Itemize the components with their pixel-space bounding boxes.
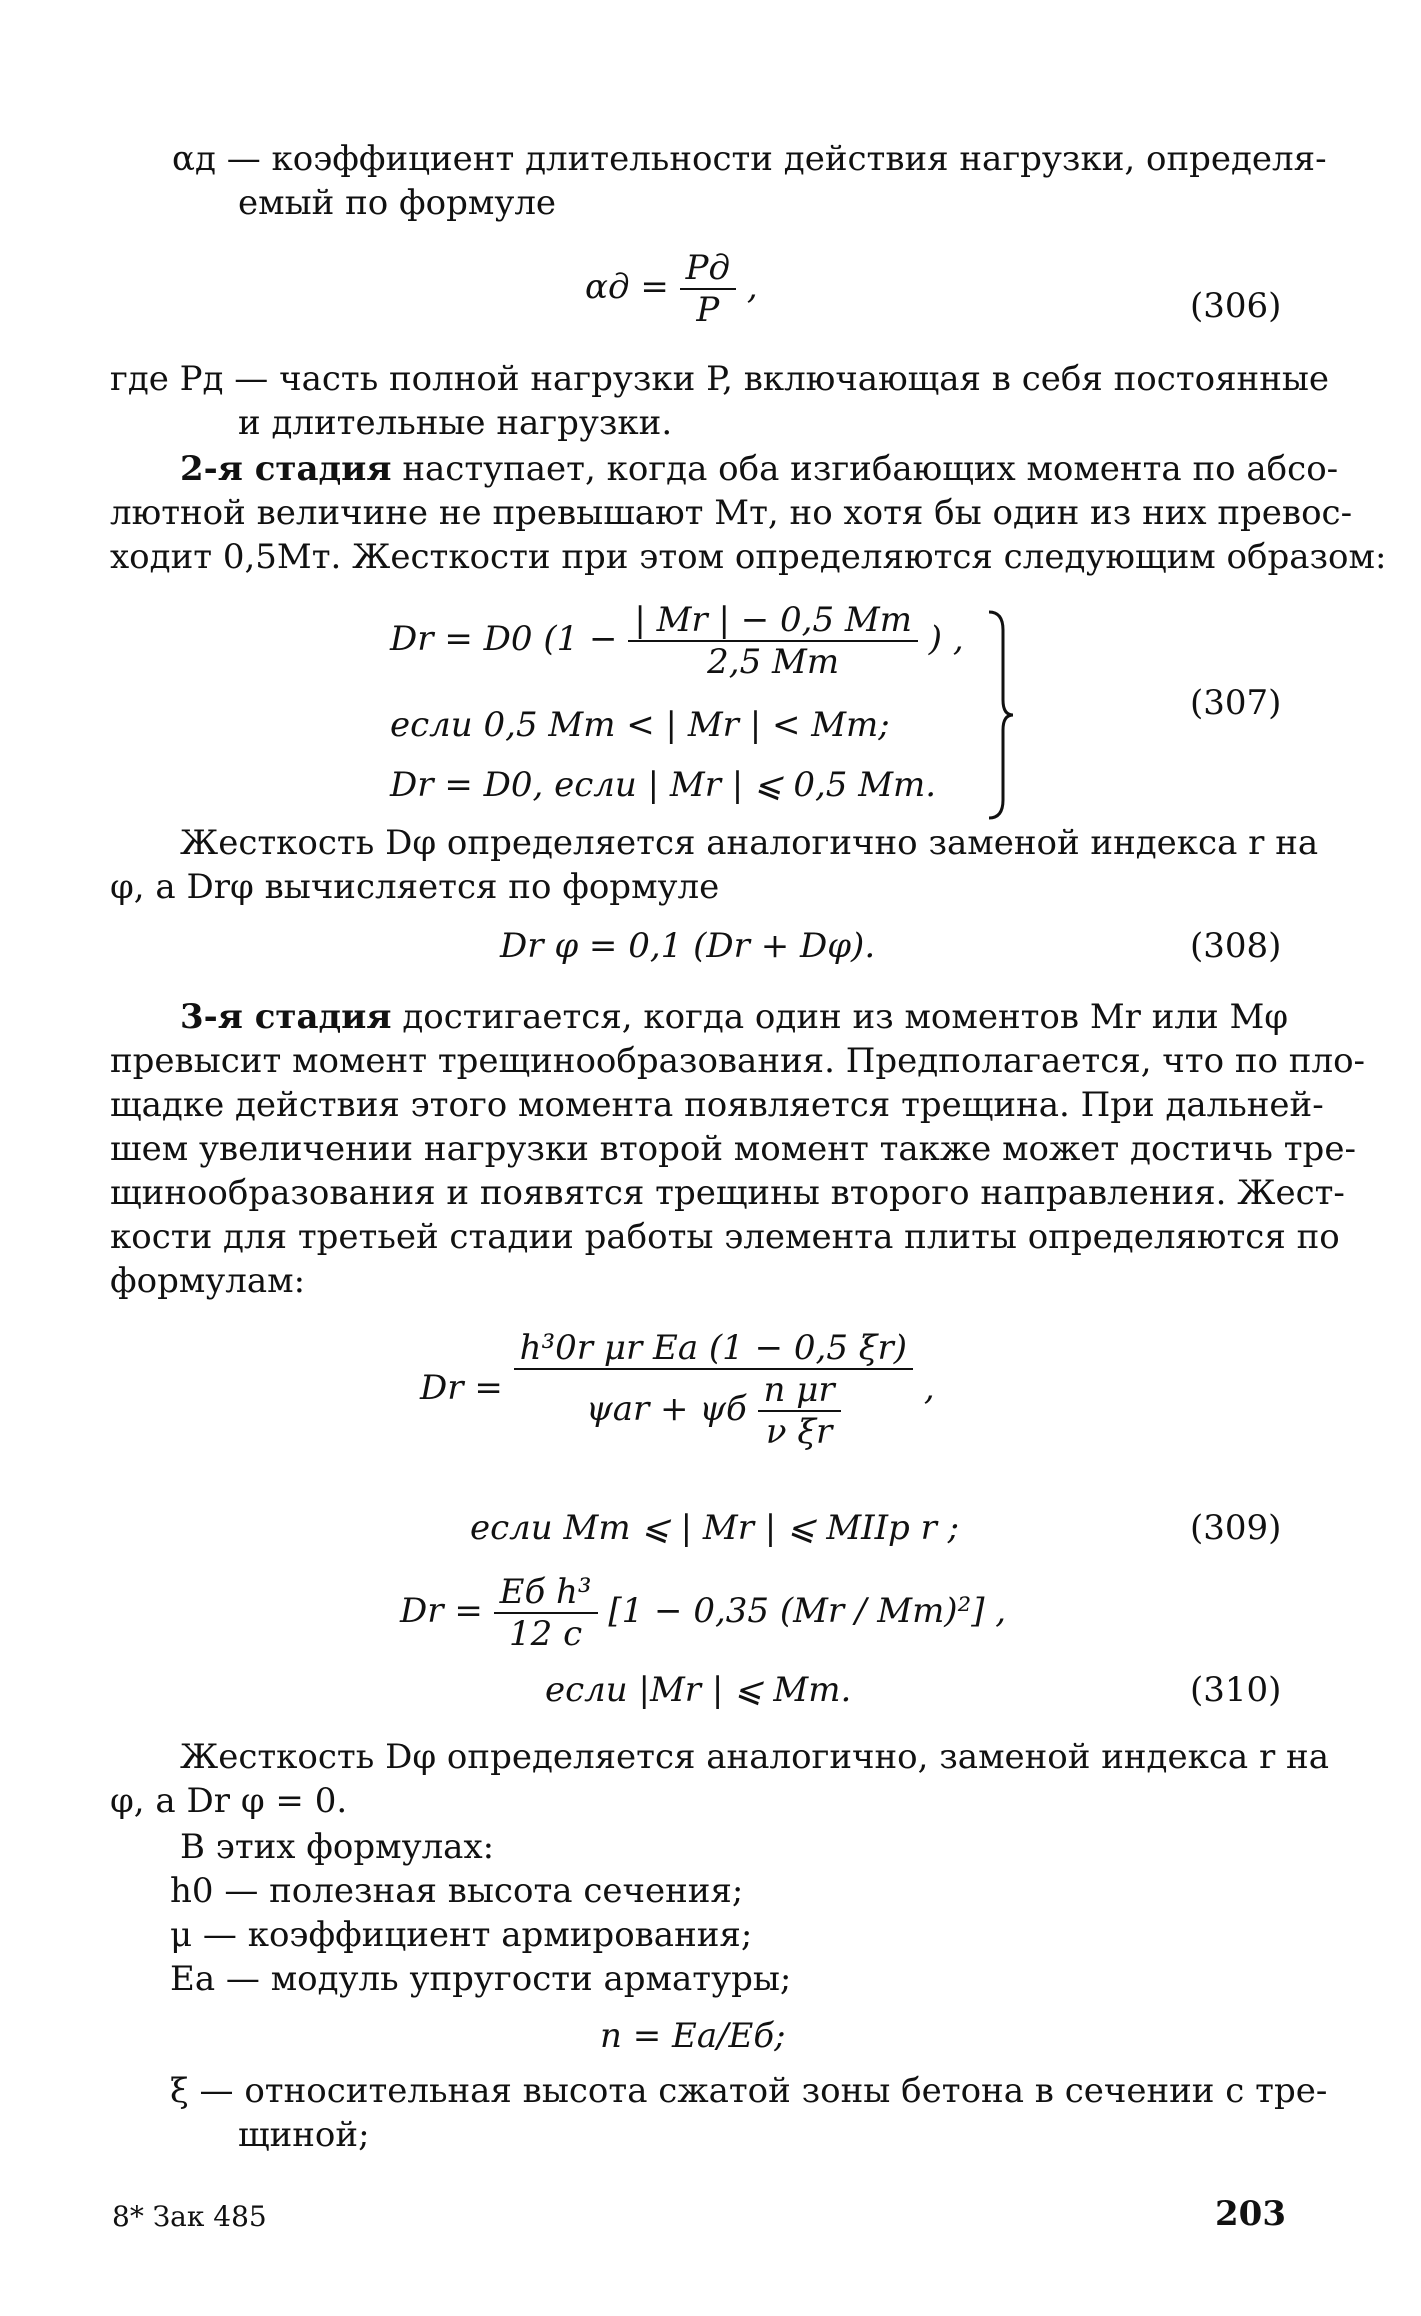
stage2-heading: 2-я стадия <box>180 449 392 489</box>
right-brace-icon <box>985 610 1015 820</box>
equation-308: Dr φ = 0,1 (Dr + Dφ). <box>500 926 876 966</box>
equation-307-b: если 0,5 Mт < | Mr | < Mт; <box>390 705 890 745</box>
stage2-line-3: ходит 0,5Mт. Жесткости при этом определяются следующим образом: <box>110 537 1387 577</box>
pd-def-line-1: где Pд — часть полной нагрузки P, включающая в себя постоянные <box>110 359 1330 399</box>
equation-307-c: Dr = D0, если | Mr | ⩽ 0,5 Mт. <box>390 765 937 805</box>
h0-definition: h0 — полезная высота сечения; <box>170 1871 744 1911</box>
eq-number-307: (307) <box>1190 683 1282 723</box>
stage3-line-5: щинообразования и появятся трещины второго направления. Жест- <box>110 1173 1345 1213</box>
eq309-numerator: h³0r μr Eа (1 − 0,5 ξr) <box>514 1328 913 1370</box>
equation-310-condition: если |Mr | ⩽ Mт. <box>545 1670 852 1710</box>
stage3-line-4: шем увеличении нагрузки второй момент также может достичь тре- <box>110 1129 1356 1169</box>
dphi2-line-1: Жесткость Dφ определяется аналогично, заменой индекса r на <box>180 1737 1329 1777</box>
eq-number-310: (310) <box>1190 1670 1282 1710</box>
stage3-line-7: формулам: <box>110 1261 306 1301</box>
stage2-text-1: наступает, когда оба изгибающих момента по абсо- <box>391 449 1339 489</box>
stage2-line-2: лютной величине не превышают Mт, но хотя бы один из них превос- <box>110 493 1353 533</box>
eq-number-306: (306) <box>1190 286 1282 326</box>
stage3-heading: 3-я стадия <box>180 997 392 1037</box>
dphi2-line-2: φ, а Dr φ = 0. <box>110 1781 348 1821</box>
equation-309-condition: если Mт ⩽ | Mr | ⩽ MIIp r ; <box>470 1508 960 1548</box>
stage3-line-2: превысит момент трещинообразования. Предполагается, что по пло- <box>110 1041 1366 1081</box>
mu-definition: μ — коэффициент армирования; <box>170 1915 753 1955</box>
xi-definition-line-2: щиной; <box>238 2115 370 2155</box>
stage3-line-1 <box>180 996 1288 1038</box>
stage2-line-1 <box>180 448 1338 490</box>
page-number: 203 <box>1215 2194 1286 2234</box>
equation-309: Dr = h³0r μr Eа (1 − 0,5 ξr) ψar + ψб $\frac{\text{n μr}}{\text{ν ξr}}$ , <box>420 1328 935 1452</box>
dphi-line-1: Жесткость Dφ определяется аналогично заменой индекса r на <box>180 823 1319 863</box>
stage3-text-1: достигается, когда один из моментов Mr или Mφ <box>391 997 1289 1037</box>
stage3-line-3: щадке действия этого момента появляется трещина. При дальней- <box>110 1085 1324 1125</box>
pd-def-line-2: и длительные нагрузки. <box>238 403 673 443</box>
eq-number-308: (308) <box>1190 926 1282 966</box>
equation-310: Dr = $\frac{\text{Eб h³}}{12 c}$ [1 − 0,35 (Mr / Mт)²] , <box>400 1572 1007 1654</box>
alpha-def-line-2: емый по формуле <box>238 183 557 223</box>
in-formulas-text: В этих формулах: <box>180 1827 495 1867</box>
footer-order-number: 8* Зак 485 <box>112 2200 267 2233</box>
eq309-denominator: ψar + ψб $\frac{\text{n μr}}{\text{ν ξr}}$ <box>514 1370 913 1452</box>
n-formula: n = Eа/Eб; <box>600 2016 786 2056</box>
alpha-def-line-1: αд — коэффициент длительности действия нагрузки, определя- <box>172 139 1327 179</box>
xi-definition-line-1: ξ — относительная высота сжатой зоны бетона в сечении с тре- <box>170 2071 1328 2111</box>
dphi-line-2: φ, а Drφ вычисляется по формуле <box>110 867 720 907</box>
stage3-line-6: кости для третьей стадии работы элемента плиты определяются по <box>110 1217 1340 1257</box>
equation-307-a: Dr = D0 (1 − $\frac{| Mr | - 0,5 Mт}{2,5 Mт}$ ) , <box>390 600 964 682</box>
eq-number-309: (309) <box>1190 1508 1282 1548</box>
equation-306: αд = $\frac{Pд}{P}$ , <box>585 248 758 330</box>
ea-definition: Eа — модуль упругости арматуры; <box>170 1959 792 1999</box>
